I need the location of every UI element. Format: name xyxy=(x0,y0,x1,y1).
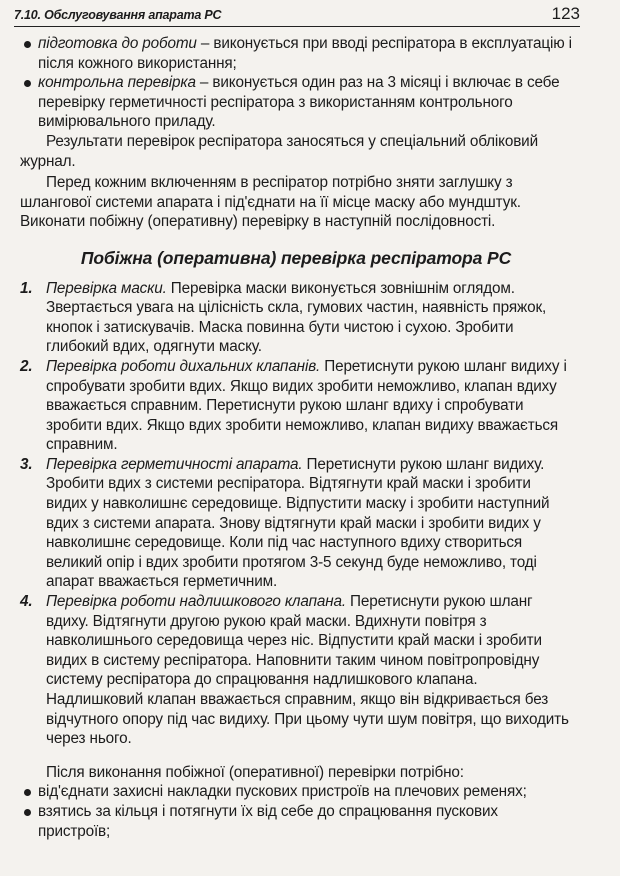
step-number: 3. xyxy=(20,455,33,473)
step-term: Перевірка маски. xyxy=(46,279,167,297)
step-item xyxy=(20,279,572,357)
step-text: Перетиснути рукою шланг вдиху. Відтягнути другою рукою край маски. Вдихнути повітря з навколишнього середовища через ніс. Відпустити край маски і зробити видих в систему респіратора. Наповнити таким чином повітропровідну систему респіратора до спрацювання надлишкового клапана. Надлишковий клапан вважається справним, якщо він відкривається без відчутного опору під час видиху. При цьому чути шум повітря, що виходить через нього. xyxy=(46,593,569,748)
bullet-icon xyxy=(24,809,31,816)
bullet-text: від'єднати захисні накладки пускових пристроїв на плечових ременях; xyxy=(38,783,527,801)
bullet-text: – виконується при вводі респіратора в експлуатацію і після кожного використання; xyxy=(38,35,572,72)
step-term: Перевірка герметичності апарата. xyxy=(46,455,303,473)
step-number: 1. xyxy=(20,279,33,297)
bullet-term: контрольна перевірка xyxy=(38,74,196,92)
section-title: 7.10. Обслуговування апарата РС xyxy=(14,8,222,22)
list-item xyxy=(20,802,572,841)
paragraph-before-start: Перед кожним включенням в респіратор потрібно зняти заглушку з шлангової системи апарата і під'єднати на її місце маску або мундштук. Виконати побіжну (оперативну) перевірку в наступній послідовності. xyxy=(20,174,521,231)
step-number: 4. xyxy=(20,593,33,611)
bullet-term: підготовка до роботи xyxy=(38,35,197,52)
running-header xyxy=(14,4,580,27)
paragraph-results: Результати перевірок респіратора заносяться у спеціальний обліковий журнал. xyxy=(20,132,538,170)
step-term: Перевірка роботи надлишкового клапана. xyxy=(46,593,346,611)
list-item-control-check xyxy=(20,73,572,132)
page-body xyxy=(20,34,572,841)
step-text: Перетиснути рукою шланг видиху. Зробити вдих з системи респіратора. Відтягнути край маски і зробити видих у навколишнє середовище. Відпустити маску і зробити наступний вдих з системи апарата. Знову відтягнути край маски і зробити видих у навколишнє середовище. Коли під час наступного вдиху створиться великий опір і вдих зробити протягом 3-5 секунд буде неможливо, тоді апарат вважається герметичним. xyxy=(46,455,550,591)
list-item-preparation xyxy=(20,34,572,73)
bullet-text: взятись за кільця і потягнути їх від себе до спрацювання пускових пристроїв; xyxy=(38,802,498,840)
step-number: 2. xyxy=(20,357,33,375)
step-item xyxy=(20,357,572,455)
step-text: Перевірка маски виконується зовнішнім оглядом. Звертається увага на цілісність скла, гумових частин, наявність пряжок, кнопок і затискувачів. Маска повинна бути чистою і сухою. Зробити глибокий вдих, одягнути маску. xyxy=(46,279,547,356)
step-term: Перевірка роботи дихальних клапанів. xyxy=(46,357,321,375)
page-number: 123 xyxy=(551,4,580,23)
step-item xyxy=(20,455,572,592)
bullet-icon xyxy=(24,80,31,87)
bullet-icon xyxy=(24,41,31,48)
bullet-icon xyxy=(24,789,31,796)
list-item xyxy=(20,782,572,802)
step-item xyxy=(20,592,572,749)
step-text: Перетиснути рукою шланг видиху і спробувати зробити вдих. Якщо видих зробити неможливо, клапан вдиху вважається справним. Перетиснути рукою шланг вдиху і спробувати зробити вдих. Якщо вдих зробити неможливо, клапан видиху вважається справним. xyxy=(46,357,567,454)
paragraph-after-check: Після виконання побіжної (оперативної) перевірки потрібно: xyxy=(46,763,464,781)
section-heading: Побіжна (оперативна) перевірка респіратора РС xyxy=(80,247,512,268)
bullet-text: – виконується один раз на 3 місяці і включає в себе перевірку герметичності респіратора з використанням контрольного вимірювального приладу. xyxy=(38,74,560,131)
